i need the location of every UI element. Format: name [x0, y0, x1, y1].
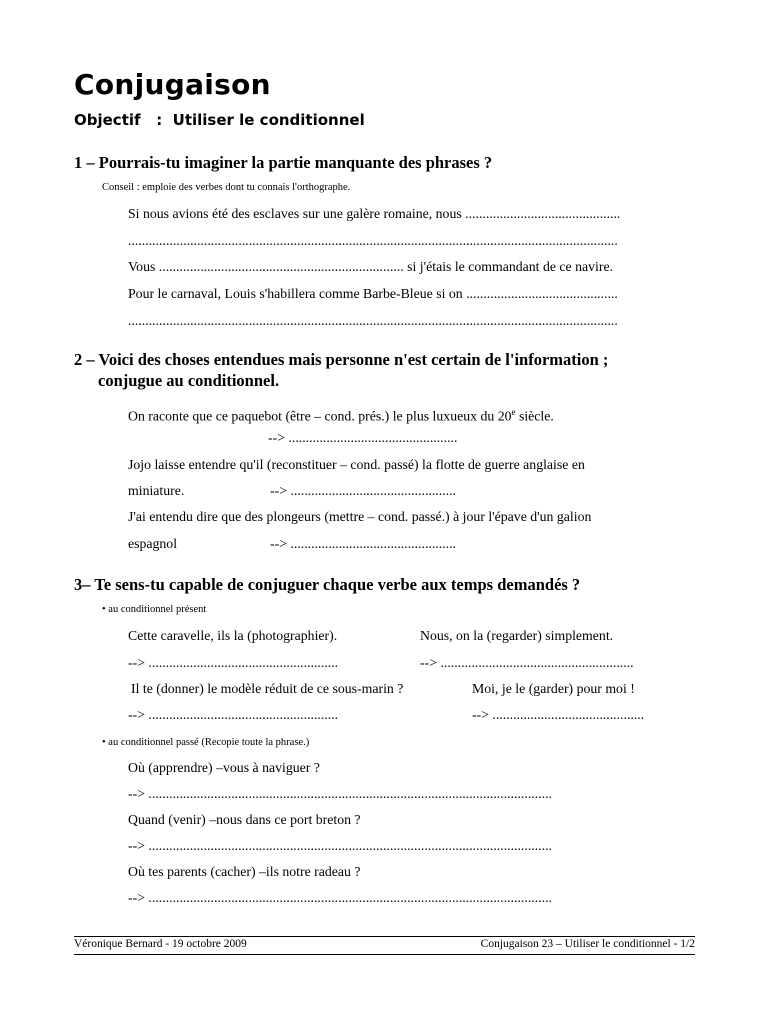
section-1-tip: Conseil : emploie des verbes dont tu connais l'orthographe. — [102, 182, 351, 193]
answer-line: .............................................................................................................................................. — [128, 313, 618, 328]
footer-author: Véronique Bernard - 19 octobre 2009 — [74, 938, 247, 950]
answer-line: --> ........................................................ — [420, 655, 634, 670]
bullet-present: • au conditionnel présent — [102, 604, 207, 615]
footer-page-info: Conjugaison 23 – Utiliser le conditionnel - 1/2 — [480, 938, 695, 950]
section-2-heading: 2 – Voici des choses entendues mais personne n'est certain de l'information ; — [74, 350, 609, 369]
exercise-line: Si nous avions été des esclaves sur une galère romaine, nous ............................................. — [128, 206, 621, 221]
page-title: Conjugaison — [74, 68, 271, 101]
exercise-line: Vous ....................................................................... si j'étais le commandant de ce navire. — [128, 259, 614, 274]
answer-line: --> ................................................. — [268, 430, 458, 445]
exercise-line: espagnol — [128, 536, 178, 551]
exercise-line: J'ai entendu dire que des plongeurs (mettre – cond. passé.) à jour l'épave d'un galion — [128, 509, 592, 524]
objective: Objectif : Utiliser le conditionnel — [74, 111, 365, 129]
exercise-line: Jojo laisse entendre qu'il (reconstituer – cond. passé) la flotte de guerre anglaise en — [128, 457, 585, 472]
answer-line: --> ....................................................... — [128, 707, 339, 722]
answer-line: --> ..................................................................................................................... — [128, 890, 552, 905]
footer-rule-top — [74, 936, 695, 937]
exercise-line: Où (apprendre) –vous à naviguer ? — [128, 760, 320, 775]
answer-line: --> ..................................................................................................................... — [128, 838, 552, 853]
answer-line: .............................................................................................................................................. — [128, 233, 618, 248]
exercise-line: miniature. — [128, 483, 185, 498]
section-2-heading-cont: conjugue au conditionnel. — [98, 371, 280, 390]
exercise-line: On raconte que ce paquebot (être – cond. prés.) le plus luxueux du 20e siècle. — [128, 407, 554, 424]
answer-line: --> ................................................ — [270, 483, 456, 498]
exercise-line: Pour le carnaval, Louis s'habillera comme Barbe-Bleue si on ............................................ — [128, 286, 618, 301]
exercise-line: Où tes parents (cacher) –ils notre radeau ? — [128, 864, 361, 879]
answer-line: --> ................................................ — [270, 536, 456, 551]
answer-line: --> ............................................ — [472, 707, 645, 722]
exercise-line: Cette caravelle, ils la (photographier). — [128, 628, 338, 643]
section-1-heading: 1 – Pourrais-tu imaginer la partie manquante des phrases ? — [74, 153, 493, 172]
exercise-line: Quand (venir) –nous dans ce port breton ? — [128, 812, 361, 827]
exercise-line: Moi, je le (garder) pour moi ! — [472, 681, 635, 696]
exercise-line: Il te (donner) le modèle réduit de ce sous-marin ? — [131, 681, 404, 696]
bullet-past: • au conditionnel passé (Recopie toute la phrase.) — [102, 737, 310, 748]
answer-line: --> ....................................................... — [128, 655, 339, 670]
section-3-heading: 3– Te sens-tu capable de conjuguer chaque verbe aux temps demandés ? — [74, 575, 581, 594]
answer-line: --> ..................................................................................................................... — [128, 786, 552, 801]
footer-rule-bottom — [74, 954, 695, 955]
exercise-line: Nous, on la (regarder) simplement. — [420, 628, 614, 643]
